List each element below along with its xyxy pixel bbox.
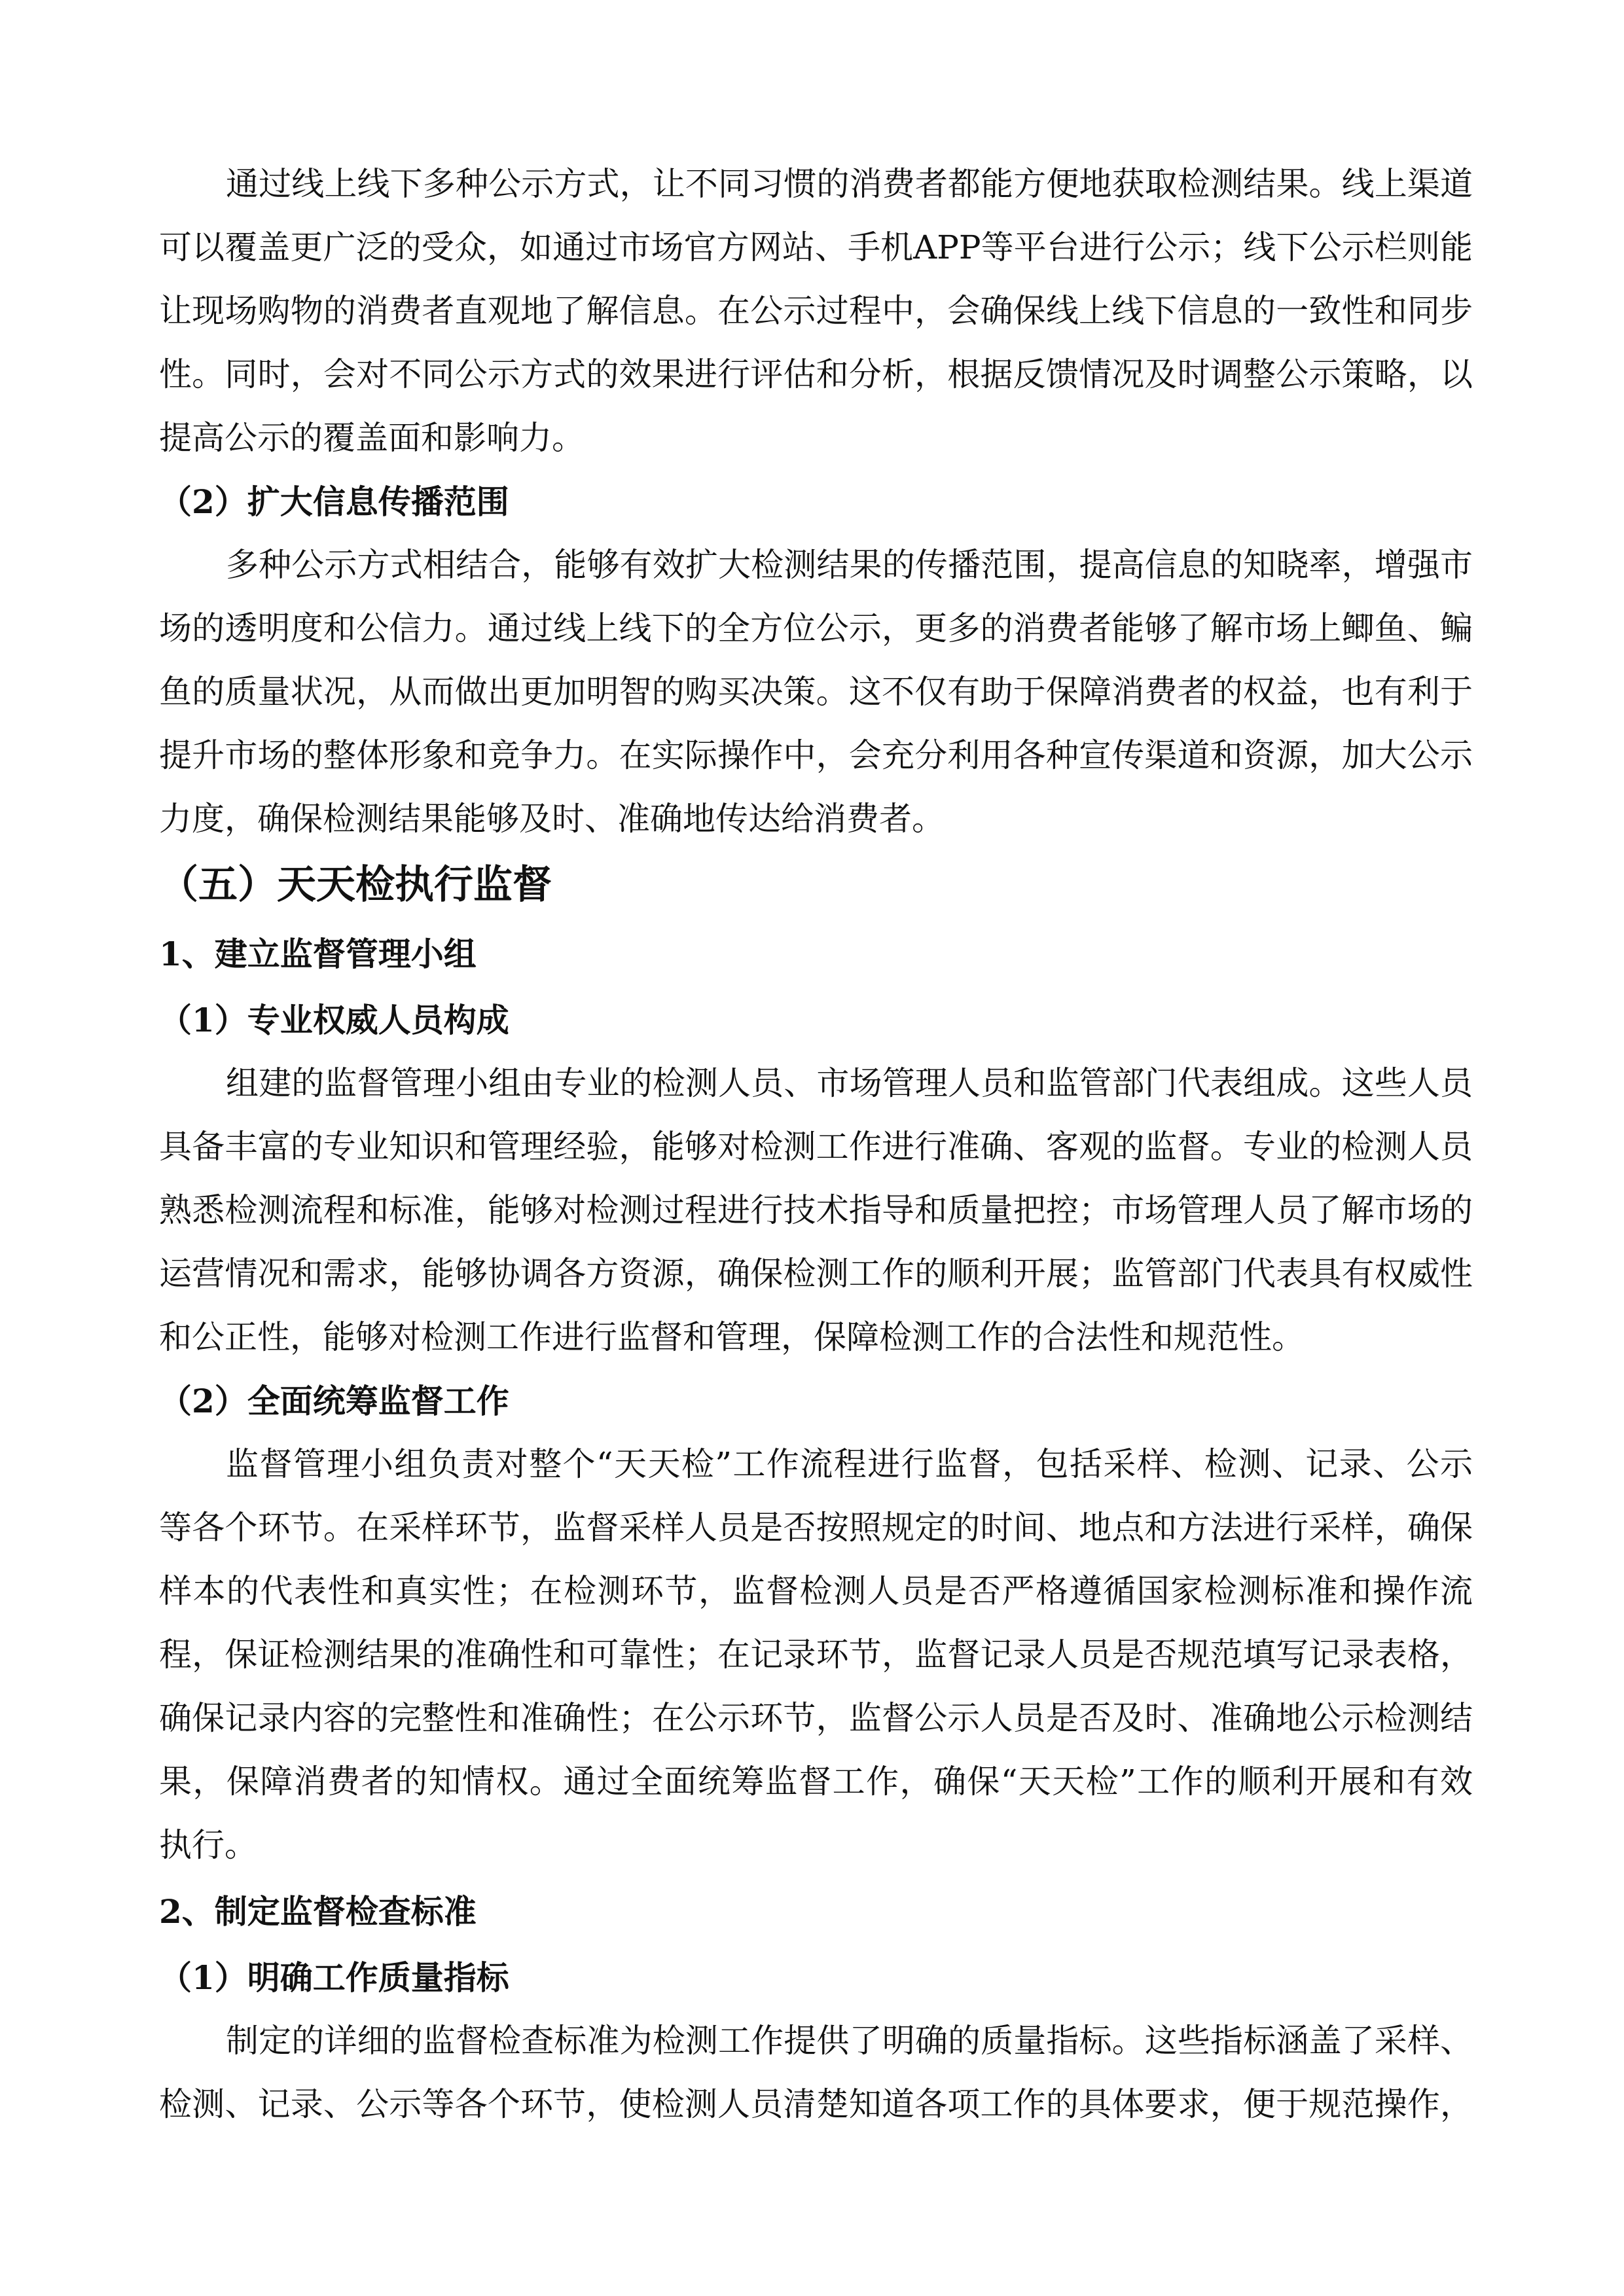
text-line: 通过线上线下多种公示方式，让不同习惯的消费者都能方便地获取检测结果。线上渠道 <box>226 165 1473 203</box>
subheading-quality: （1）明确工作质量指标 <box>159 1958 509 1997</box>
document-page <box>159 152 1473 2136</box>
subheading-overall: （2）全面统筹监督工作 <box>159 1382 509 1420</box>
section-heading: （五）天天检执行监督 <box>159 862 552 908</box>
text-line: 可以覆盖更广泛的受众，如通过市场官方网站、手机APP等平台进行公示；线下公示栏则能 <box>159 228 1473 266</box>
text-line: 果，保障消费者的知情权。通过全面统筹监督工作，确保“天天检”工作的顺利开展和有效 <box>159 1763 1473 1801</box>
paragraph-spread <box>159 533 1473 851</box>
paragraph-overall <box>159 1433 1473 1877</box>
subheading-spread: （2）扩大信息传播范围 <box>159 482 509 521</box>
text-line: 检测、记录、公示等各个环节，使检测人员清楚知道各项工作的具体要求，便于规范操作， <box>159 2085 1473 2123</box>
text-line: 制定的详细的监督检查标准为检测工作提供了明确的质量指标。这些指标涵盖了采样、 <box>226 2022 1473 2060</box>
text-line: 运营情况和需求，能够协调各方资源，确保检测工作的顺利开展；监管部门代表具有权威性 <box>159 1255 1473 1293</box>
text-line: 力度，确保检测结果能够及时、准确地传达给消费者。 <box>159 800 945 838</box>
paragraph-quality <box>159 2009 1473 2136</box>
text-line: 场的透明度和公信力。通过线上线下的全方位公示，更多的消费者能够了解市场上鲫鱼、鳊 <box>159 609 1473 647</box>
text-line: 鱼的质量状况，从而做出更加明智的购买决策。这不仅有助于保障消费者的权益，也有利于 <box>159 673 1473 711</box>
text-line: 等各个环节。在采样环节，监督采样人员是否按照规定的时间、地点和方法进行采样，确保 <box>159 1509 1473 1547</box>
text-line: 确保记录内容的完整性和准确性；在公示环节，监督公示人员是否及时、准确地公示检测结 <box>159 1699 1473 1737</box>
text-line: 执行。 <box>159 1826 257 1864</box>
text-line: 让现场购物的消费者直观地了解信息。在公示过程中，会确保线上线下信息的一致性和同步 <box>159 292 1473 330</box>
text-line: 样本的代表性和真实性；在检测环节，监督检测人员是否严格遵循国家检测标准和操作流 <box>159 1572 1473 1610</box>
text-line: 提升市场的整体形象和竞争力。在实际操作中，会充分利用各种宣传渠道和资源，加大公示 <box>159 736 1473 774</box>
text-line: 程，保证检测结果的准确性和可靠性；在记录环节，监督记录人员是否规范填写记录表格， <box>159 1636 1473 1674</box>
heading-standard: 2、制定监督检查标准 <box>159 1892 477 1931</box>
text-line: 和公正性，能够对检测工作进行监督和管理，保障检测工作的合法性和规范性。 <box>159 1318 1305 1356</box>
paragraph-staff <box>159 1052 1473 1369</box>
text-line: 组建的监督管理小组由专业的检测人员、市场管理人员和监管部门代表组成。这些人员 <box>226 1064 1473 1102</box>
subheading-staff: （1）专业权威人员构成 <box>159 1001 509 1039</box>
text-line: 提高公示的覆盖面和影响力。 <box>159 419 585 457</box>
text-line: 熟悉检测流程和标准，能够对检测过程进行技术指导和质量把控；市场管理人员了解市场的 <box>159 1191 1473 1229</box>
text-line: 多种公示方式相结合，能够有效扩大检测结果的传播范围，提高信息的知晓率，增强市 <box>226 546 1473 584</box>
heading-group: 1、建立监督管理小组 <box>159 935 477 973</box>
text-line: 具备丰富的专业知识和管理经验，能够对检测工作进行准确、客观的监督。专业的检测人员 <box>159 1128 1473 1166</box>
text-line: 性。同时，会对不同公示方式的效果进行评估和分析，根据反馈情况及时调整公示策略，以 <box>159 355 1473 393</box>
text-line: 监督管理小组负责对整个“天天检”工作流程进行监督，包括采样、检测、记录、公示 <box>226 1445 1473 1483</box>
paragraph-publicity-methods <box>159 152 1473 470</box>
